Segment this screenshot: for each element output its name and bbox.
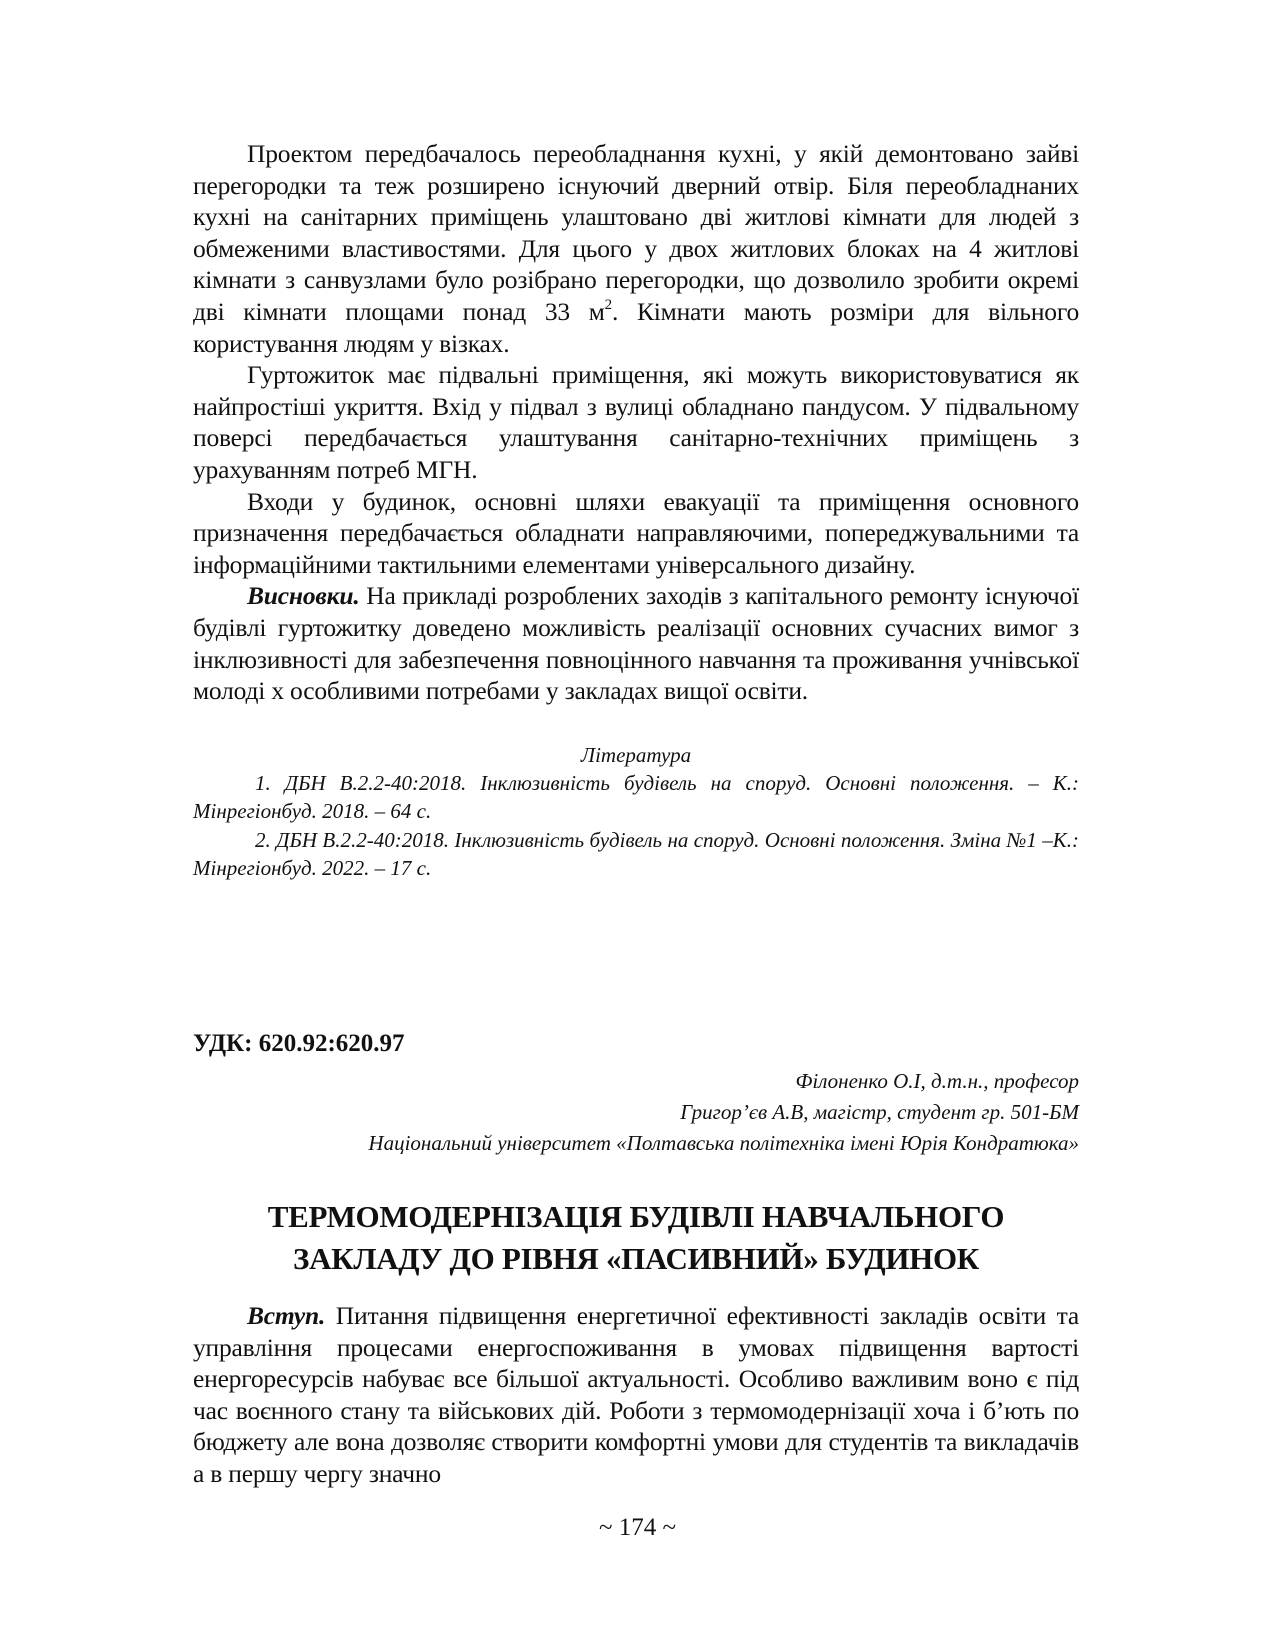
paragraph-text: Питання підвищення енергетичної ефективності закладів освіти та управління процесами енергоспоживання в умовах підвищення вартості енергоресурсів набуває все більшої актуальності. Особливо важливим воно є під час воєнного стану та військових дій. Роботи з термомодернізації хоча і б’ють по бюджету але вона дозволяє створити комфортні умови для студентів та викладачів а в першу чергу значно (193, 1301, 1079, 1488)
paragraph-basement: Гуртожиток має підвальні приміщення, які можуть використовуватися як найпростіші укриття. Вхід у підвал з вулиці обладнано пандусом. У підвальному поверсі передбачається улаштування санітарно-технічних приміщень з урахуванням потреб МГН. (193, 360, 1079, 484)
reference-item: 1. ДБН В.2.2-40:2018. Інклюзивність будівель на споруд. Основні положення. – К.: Мінрегіонбуд. 2018. – 64 с. (193, 770, 1079, 824)
paragraph-text: . Кімнати мають розміри для вільного користування людям у візках. (193, 296, 1079, 358)
paragraph-conclusions (193, 580, 1079, 706)
author-block (368, 1066, 1079, 1159)
udk-code: УДК: 620.92:620.97 (193, 1030, 405, 1057)
title-line: ТЕРМОМОДЕРНІЗАЦІЯ БУДІВЛІ НАВЧАЛЬНОГО (267, 1199, 1005, 1234)
author-line: Філоненко О.І, д.т.н., професор (795, 1069, 1079, 1093)
paragraph-text: На прикладі розроблених заходів з капітального ремонту існуючої будівлі гуртожитку доведено можливість реалізації основних сучасних вимог з інклюзивності для забезпечення повноцінного навчання та проживання учнівської молоді х особливими потребами у закладах вищої освіти. (193, 581, 1079, 706)
title-line: ЗАКЛАДУ ДО РІВНЯ «ПАСИВНИЙ» БУДИНОК (293, 1241, 979, 1276)
author-line: Григор’єв А.В, магістр, студент гр. 501-БМ (680, 1100, 1079, 1124)
conclusions-label: Висновки. (247, 581, 360, 611)
page-number: ~ 174 ~ (598, 1514, 677, 1541)
previous-article-ending (193, 138, 1079, 883)
intro-label: Вступ. (247, 1301, 326, 1330)
paragraph-intro (193, 1300, 1079, 1490)
literature-heading: Література (580, 742, 692, 767)
affiliation-line: Національний університет «Полтавська політехніка імені Юрія Кондратюка» (368, 1131, 1079, 1155)
superscript: 2 (604, 296, 612, 313)
reference-item: 2. ДБН В.2.2-40:2018. Інклюзивність будівель на споруд. Основні положення. Зміна №1 –К.: Мінрегіонбуд. 2022. – 17 с. (193, 827, 1079, 881)
paragraph-kitchen-renovation (193, 138, 1079, 359)
article-intro (193, 1300, 1079, 1490)
article-title (193, 1196, 1079, 1280)
paragraph-text: Проектом передбачалось переобладнання кухні, у якій демонтовано зайві перегородки та теж розширено існуючий дверний отвір. Біля переобладнаних кухні на санітарних приміщень улаштовано дві житлові кімнати для людей з обмеженими властивостями. Для цього у двох житлових блоках на 4 житлові кімнати з санвузлами було розібрано перегородки, що дозволило зробити окремі дві кімнати площами понад 33 м (193, 139, 1079, 326)
paragraph-entrances: Входи у будинок, основні шляхи евакуації та приміщення основного призначення передбачається обладнати направляючими, попереджувальними та інформаційними тактильними елементами універсального дизайну. (193, 486, 1079, 579)
